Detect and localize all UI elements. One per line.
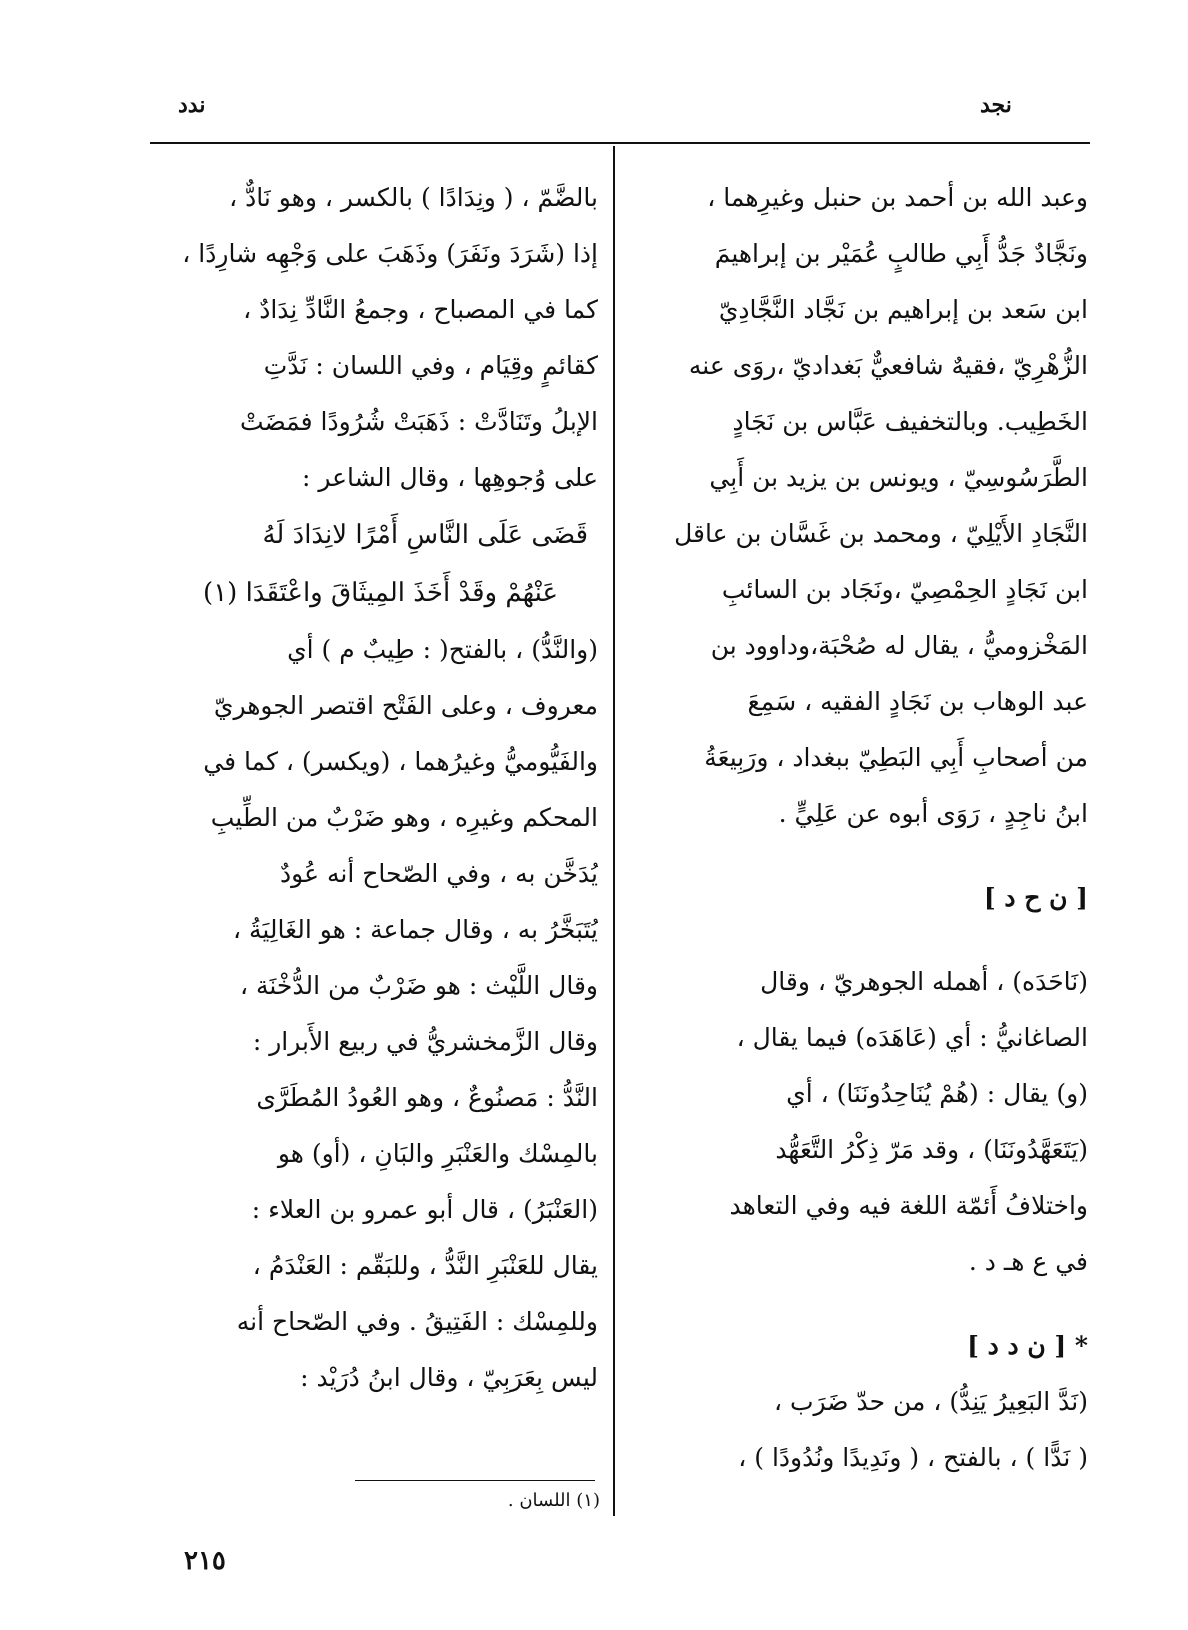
- footnote-rule: [355, 1480, 595, 1481]
- right-column: [628, 170, 1088, 1486]
- poem-verse: قَضَى عَلَى النَّاسِ أَمْرًا لانِدَادَ لَهُ: [262, 520, 588, 550]
- text-line: ابنُ ناجِدٍ ، رَوَى أبوه عن عَلِيٍّ .: [778, 799, 1088, 828]
- text-line: معروف ، وعلى الفَتْح اقتصر الجوهريّ: [213, 691, 598, 720]
- text-line: واختلافُ أَئمّة اللغة فيه وفي التعاهد: [729, 1191, 1088, 1220]
- text-line: (و) يقال : (هُمْ يُنَاحِدُونَنَا) ، أي: [786, 1079, 1088, 1108]
- text-line: الإبلُ وتَنَادَّتْ : ذَهَبَتْ شُرُودًا فمَضَتْ: [239, 407, 598, 436]
- text-line: يُدَخَّن به ، وفي الصّحاح أنه عُودٌ: [280, 859, 598, 888]
- text-line: الخَطِيب. وبالتخفيف عَبَّاس بن نَجَادٍ: [732, 407, 1088, 436]
- text-line: يُتَبَخَّرُ به ، وقال جماعة : هو الغَالِيَةُ ،: [232, 915, 598, 944]
- text-line: الطَّرَسُوسِيّ ، ويونس بن يزيد بن أَبِي: [709, 463, 1088, 492]
- text-line: المحكم وغيرِه ، وهو ضَرْبٌ من الطِّيبِ: [210, 803, 598, 832]
- text-line: بالمِسْك والعَنْبَرِ والبَانِ ، (أو) هو: [277, 1139, 598, 1168]
- text-line: وقال اللَّيْث : هو ضَرْبٌ من الدُّخْنَة ،: [239, 971, 598, 1000]
- text-line: (نَدَّ البَعِيرُ يَنِدُّ) ، من حدّ ضَرَب ،: [773, 1387, 1088, 1416]
- text-line: كقائمٍ وقِيَام ، وفي اللسان : نَدَّتِ: [263, 351, 598, 380]
- text-line: ونَجَّادٌ جَدُّ أَبِي طالبٍ عُمَيْر بن إبراهيمَ: [714, 239, 1088, 268]
- text-line: كما في المصباح ، وجمعُ النَّادِّ نِدَادٌ ،: [243, 295, 598, 324]
- footnote: (١) اللسان .: [507, 1490, 600, 1511]
- entry-heading-ndd: * [ ن د د ]: [967, 1331, 1088, 1360]
- text-line: (يَتَعَهَّدُونَنَا) ، وقد مَرّ ذِكْرُ التَّعَهُّد: [775, 1135, 1088, 1164]
- running-head-left: ندد: [178, 92, 206, 118]
- text-line: ابن نَجَادٍ الحِمْصِيّ ،ونَجَاد بن السائبِ: [721, 575, 1088, 604]
- text-line: النَّجَادِ الأَيْلِيّ ، ومحمد بن غَسَّان بن عاقل: [674, 519, 1088, 548]
- entry-heading-nhd: [ ن ح د ]: [983, 883, 1088, 912]
- text-line: الزُّهْرِيّ ،فقيهٌ شافعيٌّ بَغداديّ ،روَى عنه: [688, 351, 1088, 380]
- text-line: بالضَّمّ ، ( ونِدَادًا ) بالكسر ، وهو نَادٌّ ،: [229, 183, 598, 212]
- page-number: ٢١٥: [184, 1546, 226, 1576]
- spacer: [628, 842, 1088, 870]
- spacer: [628, 926, 1088, 954]
- text-line: النَّدُّ : مَصنُوعٌ ، وهو العُودُ المُطَرَّى: [256, 1083, 598, 1112]
- text-line: إذا (شَرَدَ ونَفَرَ) وذَهَبَ على وَجْهِه شارِدًا ،: [182, 239, 598, 268]
- text-line: ( نَدًّا ) ، بالفتح ، ( ونَدِيدًا ونُدُودًا ) ،: [738, 1443, 1088, 1472]
- text-line: ليس بِعَرَبِيّ ، وقال ابنُ دُرَيْد :: [300, 1363, 598, 1392]
- text-line: عبد الوهاب بن نَجَادٍ الفقيه ، سَمِعَ: [747, 687, 1088, 716]
- column-divider: [613, 146, 615, 1516]
- text-line: من أصحابِ أَبِي البَطِيّ ببغداد ، ورَبِيعَةُ: [704, 743, 1088, 772]
- text-line: ابن سَعد بن إبراهيم بن نَجَّاد النَّجَّادِيّ: [718, 295, 1088, 324]
- header-rule: [150, 142, 1090, 144]
- text-line: المَخْزوميُّ ، يقال له صُحْبَة،وداوود بن: [710, 631, 1088, 660]
- running-head-right: نجد: [980, 92, 1012, 118]
- text-line: (والنَّدُّ) ، بالفتح( : طِيبٌ م ) أي: [287, 635, 598, 664]
- text-line: وللمِسْك : الفَتِيقُ . وفي الصّحاح أنه: [236, 1307, 598, 1336]
- text-line: وقال الزَّمخشريُّ في ربيع الأَبرار :: [252, 1027, 598, 1056]
- text-line: (نَاحَدَه) ، أهمله الجوهريّ ، وقال: [760, 967, 1088, 996]
- text-line: والفَيُّوميُّ وغيرُهما ، (ويكسر) ، كما في: [203, 747, 598, 776]
- text-line: (العَنْبَرُ) ، قال أبو عمرو بن العلاء :: [251, 1195, 598, 1224]
- text-line: وعبد الله بن أحمد بن حنبل وغيرِهما ،: [707, 183, 1088, 212]
- spacer: [628, 1290, 1088, 1318]
- left-column: [150, 170, 598, 1406]
- text-line: الصاغانيُّ : أي (عَاهَدَه) فيما يقال ،: [736, 1023, 1088, 1052]
- text-line: في ع هـ د .: [968, 1247, 1088, 1276]
- text-line: على وُجوهِها ، وقال الشاعر :: [301, 463, 598, 492]
- poem-verse: عَنْهُمْ وقَدْ أَخَذَ المِيثَاقَ واعْتَقَدَا (١): [203, 578, 558, 608]
- text-line: يقال للعَنْبَرِ النَّدُّ ، وللبَقّم : العَنْدَمُ ،: [252, 1251, 598, 1280]
